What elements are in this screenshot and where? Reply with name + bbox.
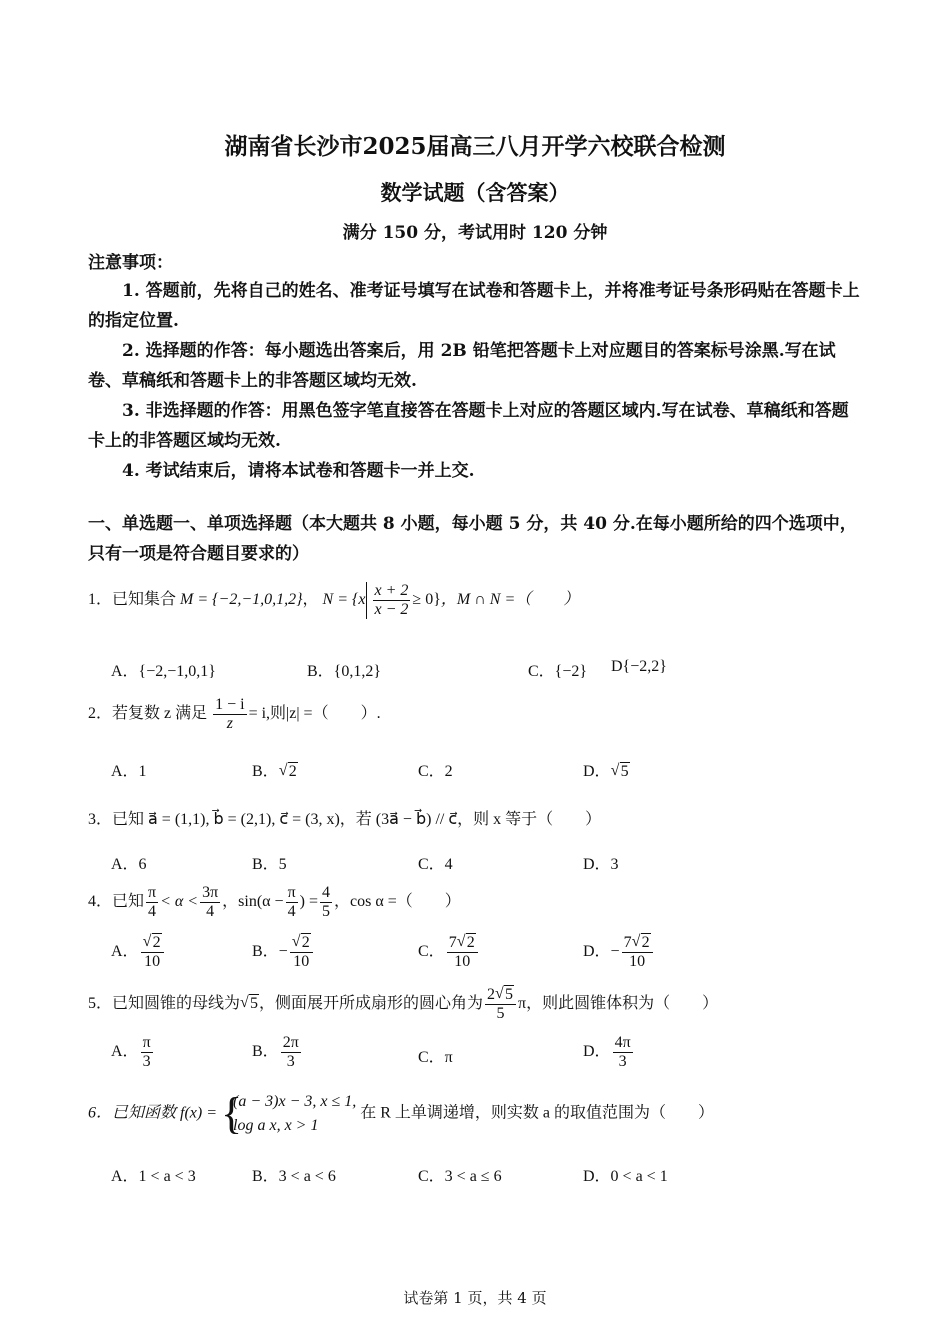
- q2-frac-num: 1 − i: [215, 696, 245, 713]
- notes-heading: 注意事项：: [88, 253, 173, 273]
- q5-option-c: C．π: [418, 1049, 453, 1066]
- q4-option-c-sqrt: [457, 934, 476, 952]
- q1-option-d: D{−2,2}: [611, 658, 667, 675]
- q4-option-d-frac: [622, 934, 653, 971]
- exam-subtitle: 数学试题（含答案）: [380, 180, 570, 205]
- q4-option-d-coef: 7: [623, 934, 632, 951]
- q3-option-c: C．4: [418, 856, 453, 873]
- q5-sqrt: [240, 995, 259, 1013]
- q4-option-a-num: [141, 934, 164, 953]
- q4-option-a-den: 10: [144, 953, 161, 970]
- q5-option-d: [583, 1034, 635, 1071]
- note-item-2: 2. 选择题的作答：每小题选出答案后，用 2B 铅笔把答题卡上对应题目的答案标号涂黑.写在试卷、草稿纸和答题卡上的非答题区域均无效.: [88, 341, 836, 391]
- q5-frac-den: 5: [496, 1005, 505, 1022]
- q4-option-b-num: [290, 934, 313, 953]
- question-1: [88, 582, 579, 619]
- q4-option-d-label: D．−: [583, 943, 620, 961]
- q4-f3-num: π: [287, 884, 296, 901]
- q4-option-d-num: [622, 934, 653, 953]
- q3-option-d: D．3: [583, 856, 619, 873]
- q4-option-a-frac: [141, 934, 164, 971]
- q5-option-a-den: 3: [142, 1053, 151, 1070]
- q4-option-c-den: 10: [454, 953, 471, 970]
- q4-option-c-frac: [447, 934, 478, 971]
- q4-option-c-coef: 7: [448, 934, 457, 951]
- q5-frac-rad: 5: [505, 986, 514, 1003]
- q5-rad: 5: [250, 995, 259, 1013]
- q3-option-b: B．5: [252, 856, 287, 873]
- q5-frac-sqrt: [495, 986, 514, 1004]
- q5-option-b-num: 2π: [282, 1034, 299, 1051]
- q4-tail: ，cos α =（ ）: [334, 893, 461, 911]
- question-3: 3．已知 a⃗ = (1,1), b⃗ = (2,1), c⃗ = (3, x)，若 (3a⃗ − b⃗) // c⃗，则 x 等于（ ）: [88, 811, 602, 828]
- q1-set-n-rhs: ≥ 0}: [412, 591, 441, 609]
- q5-fraction: [485, 986, 516, 1023]
- q5-option-d-label: D．: [583, 1043, 611, 1061]
- q4-frac-3: [286, 884, 298, 921]
- q2-option-c: C．2: [418, 763, 453, 780]
- q4-option-d-den: 10: [629, 953, 646, 970]
- q1-set-bar: [366, 582, 413, 619]
- q5-frac-num: [485, 986, 516, 1005]
- q4-f2-num: 3π: [202, 884, 219, 901]
- q4-option-c-rad: 2: [466, 934, 475, 951]
- q4-option-b: [252, 934, 315, 971]
- q5-option-b: [252, 1034, 303, 1071]
- q5-frac-coef: 2: [487, 986, 496, 1003]
- q6-option-a: A．1 < a < 3: [111, 1168, 196, 1185]
- q4-f3-den: 4: [287, 903, 296, 920]
- q4-option-c: [418, 934, 480, 971]
- q2-option-a: A．1: [111, 763, 147, 780]
- q4-mid-3: ) =: [299, 893, 319, 911]
- q5-mid: ，侧面展开所成扇形的圆心角为: [259, 995, 484, 1013]
- q4-option-b-den: 10: [293, 953, 310, 970]
- question-5: [88, 986, 718, 1023]
- q2-option-b-sqrt: [279, 763, 298, 781]
- q4-option-d: [583, 934, 655, 971]
- q5-option-b-frac: [281, 1034, 301, 1071]
- q4-option-c-label: C．: [418, 943, 445, 961]
- q6-piecewise: [221, 1090, 356, 1138]
- q2-option-b: [252, 758, 298, 781]
- q4-option-d-sqrt: [632, 934, 651, 952]
- q1-set-m: M = {−2,−1,0,1,2}: [180, 591, 303, 609]
- q2-frac-den: z: [226, 715, 233, 732]
- q2-option-b-label: B．: [252, 763, 279, 780]
- q5-tail: π，则此圆锥体积为（ ）: [518, 995, 719, 1013]
- exam-title: 湖南省长沙市2025届高三八月开学六校联合检测: [224, 133, 726, 160]
- q6-option-d: D．0 < a < 1: [583, 1168, 668, 1185]
- q2-option-d-sqrt: [611, 763, 630, 781]
- q6-tail: 在 R 上单调递增，则实数 a 的取值范围为（ ）: [360, 1104, 715, 1122]
- q4-option-a: [111, 934, 166, 971]
- q1-option-c: C．{−2}: [528, 663, 588, 680]
- q5-option-d-frac: [613, 1034, 633, 1071]
- q4-frac-2: [200, 884, 220, 921]
- q4-prefix: 4．已知: [88, 893, 145, 911]
- section-heading: 一、单选题一、单项选择题（本大题共 8 小题，每小题 5 分，共 40 分.在每小题所给的四个选项中，只有一项是符合题目要求的）: [88, 514, 857, 564]
- q1-sep: ，: [302, 591, 319, 609]
- q1-option-a: A．{−2,−1,0,1}: [111, 663, 216, 680]
- q4-f1-den: 4: [148, 903, 157, 920]
- q6-case-2: log a x, x > 1: [233, 1117, 319, 1134]
- q4-option-d-rad: 2: [641, 934, 650, 951]
- page-footer: 试卷第 1 页，共 4 页: [403, 1289, 547, 1307]
- q2-fraction: [213, 696, 246, 733]
- q4-option-b-rad: 2: [301, 934, 310, 951]
- q4-option-a-label: A．: [111, 943, 139, 961]
- q4-f4-den: 5: [322, 903, 331, 920]
- q4-mid-2: ，sin(α −: [222, 893, 284, 911]
- q6-case-1: { (a − 3)x − 3, x ≤ 1,: [233, 1093, 357, 1110]
- q4-frac-1: [146, 884, 158, 921]
- q4-frac-4: [320, 884, 332, 921]
- q1-tail: ，M ∩ N =（ ）: [440, 591, 580, 609]
- q5-option-a-frac: [141, 1034, 153, 1071]
- q5-option-a-label: A．: [111, 1043, 139, 1061]
- question-4: [88, 884, 461, 921]
- q5-option-a: [111, 1034, 155, 1071]
- q4-f2-den: 4: [206, 903, 215, 920]
- q2-option-d-rad: 5: [620, 763, 629, 780]
- q4-option-b-frac: [290, 934, 313, 971]
- note-item-1: 1. 答题前，先将自己的姓名、准考证号填写在试卷和答题卡上，并将准考证号条形码贴在答题卡上的指定位置.: [88, 281, 860, 331]
- q5-option-b-den: 3: [286, 1053, 295, 1070]
- q2-option-d-label: D．: [583, 763, 611, 780]
- q4-f4-num: 4: [322, 884, 331, 901]
- q4-option-c-num: [447, 934, 478, 953]
- q5-prefix: 5．已知圆锥的母线为: [88, 995, 241, 1013]
- q1-frac-den: x − 2: [374, 601, 409, 618]
- question-6: [88, 1090, 714, 1138]
- q1-option-b: B．{0,1,2}: [307, 663, 382, 680]
- q2-option-b-rad: 2: [288, 763, 297, 780]
- q3-option-a: A．6: [111, 856, 147, 873]
- q5-option-d-num: 4π: [614, 1034, 631, 1051]
- q1-set-n-lhs: N = {x: [322, 591, 366, 609]
- q4-option-a-sqrt: [143, 934, 162, 952]
- note-item-4: 4. 考试结束后，请将本试卷和答题卡一并上交.: [122, 461, 475, 481]
- q5-option-a-num: π: [142, 1034, 151, 1051]
- q2-tail: = i,则|z| =（ ）.: [248, 705, 381, 723]
- q2-option-d: [583, 758, 630, 781]
- q1-prefix: 1．已知集合: [88, 591, 177, 609]
- q4-option-a-rad: 2: [152, 934, 161, 951]
- q6-option-c: C．3 < a ≤ 6: [418, 1168, 502, 1185]
- q5-option-b-label: B．: [252, 1043, 279, 1061]
- q4-option-b-label: B．−: [252, 943, 288, 961]
- q4-option-b-sqrt: [292, 934, 311, 952]
- q1-fraction: [373, 582, 411, 619]
- q4-f1-num: π: [148, 884, 157, 901]
- q4-mid-1: < α <: [160, 893, 199, 911]
- q2-prefix: 2．若复数 z 满足: [88, 705, 208, 723]
- question-2: [88, 696, 381, 733]
- q1-frac-num: x + 2: [374, 582, 409, 599]
- q5-option-d-den: 3: [618, 1053, 627, 1070]
- q6-option-b: B．3 < a < 6: [252, 1168, 336, 1185]
- note-item-3: 3. 非选择题的作答：用黑色签字笔直接答在答题卡上对应的答题区域内.写在试卷、草稿纸和答题卡上的非答题区域均无效.: [88, 401, 849, 451]
- q6-prefix: 6．已知函数 f(x) =: [88, 1104, 218, 1122]
- score-info: 满分 150 分，考试用时 120 分钟: [342, 223, 608, 243]
